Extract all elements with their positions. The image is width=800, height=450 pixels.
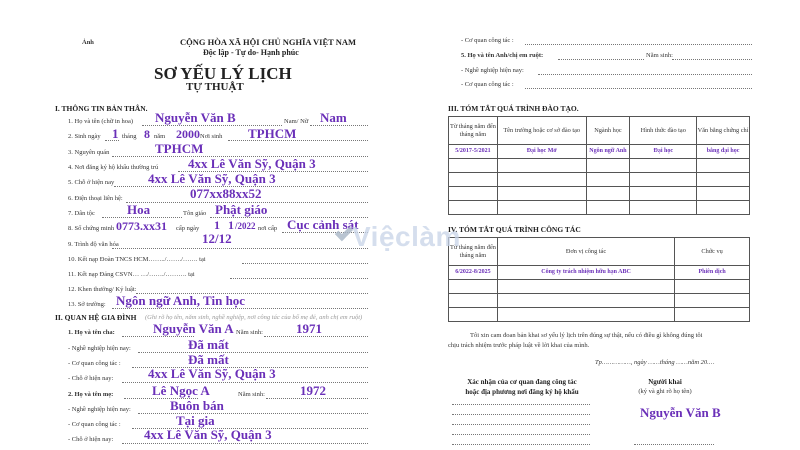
label-party: 11. Kết nạp Đảng CSVN… …/……./………. tại (68, 271, 195, 278)
declarant-title: Người khai (648, 378, 682, 386)
value-phone[interactable]: 077xx88xx52 (190, 186, 262, 201)
declarant-signature-name[interactable]: Nguyễn Văn B (640, 405, 721, 420)
confirm-title-1: Xác nhận của cơ quan đang công tác (467, 378, 577, 386)
nation-title: CỘNG HÒA XÃ HỘI CHỦ NGHĨA VIỆT NAM (180, 37, 357, 47)
cell[interactable] (697, 159, 750, 173)
table-row (449, 201, 750, 215)
label-gender: Nam/ Nữ (284, 118, 309, 125)
value-hometown[interactable]: TPHCM (155, 141, 204, 156)
value-birth-year[interactable]: 2000 (176, 127, 200, 141)
table-row (449, 266, 750, 280)
value-issue-month[interactable]: 1 (228, 218, 234, 232)
cell[interactable] (497, 294, 674, 308)
cell[interactable] (630, 173, 697, 187)
work-table (448, 237, 750, 322)
cell[interactable] (630, 201, 697, 215)
label-father-work: - Cơ quan công tác : (68, 360, 121, 367)
label-youth-union: 10. Kết nạp Đoàn TNCS HCM……../……./……. tại (68, 256, 206, 263)
col-position: Chức vụ (675, 238, 750, 266)
label-issue-date: cấp ngày (176, 225, 200, 232)
label-education-level: 9. Trình độ văn hóa (68, 241, 119, 248)
label-father-job: - Nghề nghiệp hiện nay: (68, 345, 131, 352)
value-issue-day[interactable]: 1 (214, 218, 220, 232)
cell[interactable] (586, 187, 630, 201)
declaration-line-1: Tôi xin cam đoan bản khai sơ yếu lý lịch trên đúng sự thật, nếu có điều gì không đúng tôi (470, 332, 703, 339)
cell[interactable] (449, 187, 498, 201)
page-subtitle: TỰ THUẬT (186, 81, 244, 93)
cell[interactable] (449, 308, 498, 322)
label-issue-place: nơi cấp (258, 225, 278, 232)
value-mother-job[interactable]: Buôn bán (170, 398, 224, 413)
label-year: năm (154, 133, 166, 140)
label-strengths: 13. Sở trường: (68, 301, 106, 308)
value-mother-work[interactable]: Tại gia (176, 413, 215, 428)
label-father-birth: Năm sinh: (236, 329, 263, 336)
col-school: Tên trường hoặc cơ sở đào tạo (497, 117, 586, 145)
cell[interactable] (449, 294, 498, 308)
cell[interactable] (630, 187, 697, 201)
cell[interactable] (586, 173, 630, 187)
watermark-logo: Việclàm (352, 221, 461, 252)
col-work-unit: Đơn vị công tác (497, 238, 674, 266)
table-row (449, 145, 750, 159)
label-mother-address: - Chỗ ở hiện nay: (68, 436, 114, 443)
value-father-address[interactable]: 4xx Lê Văn Sỹ, Quận 3 (148, 366, 276, 381)
value-ethnicity[interactable]: Hoa (127, 202, 151, 217)
label-current-address: 5. Chỗ ở hiện nay (68, 179, 115, 186)
page-title: SƠ YẾU LÝ LỊCH (154, 64, 292, 83)
section-4-heading: IV. TÓM TẮT QUÁ TRÌNH CÔNG TÁC (448, 225, 581, 234)
training-table (448, 116, 750, 215)
col-work-period: Từ tháng năm đến tháng năm (449, 238, 498, 266)
label-father-address: - Chỗ ở hiện nay: (68, 375, 114, 382)
cell[interactable] (586, 159, 630, 173)
cell[interactable] (497, 187, 586, 201)
section-2-note: (Ghi rõ họ tên, năm sinh, nghề nghiệp, nơi công tác của bố mẹ đẻ, anh chị em ruột) (145, 314, 363, 321)
cell[interactable] (497, 201, 586, 215)
table-row (449, 173, 750, 187)
value-permanent-address[interactable]: 4xx Lê Văn Sỹ, Quận 3 (188, 156, 316, 171)
label-birthplace: Nơi sinh (200, 133, 223, 140)
cell[interactable] (449, 201, 498, 215)
label-religion: Tôn giáo (183, 210, 207, 217)
label-birthday: 2. Sinh ngày (68, 133, 101, 140)
label-hometown: 3. Nguyên quán (68, 149, 110, 156)
label-awards: 12. Khen thưởng/ Kỷ luật: (68, 286, 137, 293)
label-sibling-birth: Năm sinh: (646, 52, 673, 59)
confirm-title-2: hoặc địa phương nơi đăng ký hộ khẩu (465, 388, 579, 396)
table-row (449, 187, 750, 201)
cell[interactable] (449, 173, 498, 187)
cell[interactable] (497, 308, 674, 322)
cell[interactable] (630, 159, 697, 173)
cell[interactable] (697, 173, 750, 187)
cell[interactable]: Đại học (630, 145, 697, 159)
label-id-number: 8. Số chứng minh (68, 225, 115, 232)
photo-label: Ảnh (82, 39, 94, 46)
cell[interactable] (675, 294, 750, 308)
value-issue-year[interactable]: /2022 (235, 221, 256, 231)
label-sibling-job: - Nghề nghiệp hiện nay: (461, 67, 524, 74)
label-mother-birth: Năm sinh: (238, 391, 265, 398)
col-training-period: Từ tháng năm đến tháng năm (449, 117, 498, 145)
value-father-birth[interactable]: 1971 (296, 321, 322, 336)
value-education-level[interactable]: 12/12 (202, 231, 232, 246)
value-birth-month[interactable]: 8 (144, 127, 150, 141)
value-father-name[interactable]: Nguyễn Văn A (153, 321, 234, 336)
label-sibling-name: 5. Họ và tên Anh/chị em ruột: (461, 52, 544, 59)
cell[interactable] (586, 201, 630, 215)
cell[interactable]: Phiên dịch (675, 266, 750, 280)
cell[interactable] (449, 280, 498, 294)
value-father-job[interactable]: Đã mất (188, 337, 229, 352)
cell[interactable]: Ngôn ngữ Anh (586, 145, 630, 159)
section-2-heading: II. QUAN HỆ GIA ĐÌNH (55, 313, 137, 322)
col-major: Ngành học (586, 117, 630, 145)
label-fullname: 1. Họ và tên (chữ in hoa) (68, 118, 134, 125)
value-mother-birth[interactable]: 1972 (300, 383, 326, 398)
declarant-sub: (ký và ghi rõ họ tên) (638, 388, 692, 395)
value-birth-day[interactable]: 1 (112, 126, 119, 141)
cell[interactable] (497, 173, 586, 187)
value-gender[interactable]: Nam (320, 110, 347, 125)
cell[interactable] (675, 308, 750, 322)
col-degree: Văn bằng chứng chỉ (697, 117, 750, 145)
cell[interactable] (449, 159, 498, 173)
label-father-name: 1. Họ và tên cha: (68, 329, 115, 336)
cell[interactable] (697, 201, 750, 215)
label-month: tháng (122, 133, 137, 140)
cell[interactable] (697, 187, 750, 201)
value-mother-address[interactable]: 4xx Lê Văn Sỹ, Quận 3 (144, 427, 272, 442)
col-training-form: Hình thức đào tạo (630, 117, 697, 145)
cell[interactable] (675, 280, 750, 294)
value-issue-place[interactable]: Cục cảnh sát (287, 217, 359, 232)
label-permanent-address: 4. Nơi đăng ký hộ khẩu thường trú (68, 164, 159, 171)
motto: Độc lập - Tự do- Hạnh phúc (203, 48, 299, 57)
label-sibling-work: - Cơ quan công tác : (461, 81, 514, 88)
cell[interactable]: bằng đại học (697, 145, 750, 159)
label-ethnicity: 7. Dân tộc (68, 210, 95, 217)
value-birthplace[interactable]: TPHCM (248, 126, 297, 141)
value-strengths[interactable]: Ngôn ngữ Anh, Tin học (116, 293, 246, 308)
value-religion[interactable]: Phật giáo (215, 202, 268, 217)
label-cont-work: - Cơ quan công tác : (461, 37, 514, 44)
table-row (449, 280, 750, 294)
cell[interactable]: 6/2022-8/2025 (449, 266, 498, 280)
cell[interactable] (497, 280, 674, 294)
table-row (449, 308, 750, 322)
cell[interactable] (497, 159, 586, 173)
value-current-address[interactable]: 4xx Lê Văn Sỹ, Quận 3 (148, 171, 276, 186)
label-phone: 6. Điện thoại liên hệ: (68, 195, 123, 202)
label-mother-work: - Cơ quan công tác : (68, 421, 121, 428)
cell[interactable]: Công ty trách nhiệm hữu hạn ABC (497, 266, 674, 280)
date-line: Tp……………, ngày ……tháng ……năm 20.… (595, 359, 715, 366)
label-mother-job: - Nghề nghiệp hiện nay: (68, 406, 131, 413)
label-mother-name: 2. Họ và tên mẹ: (68, 391, 114, 398)
section-3-heading: III. TÓM TẮT QUÁ TRÌNH ĐÀO TẠO. (448, 104, 579, 113)
section-1-heading: I. THÔNG TIN BẢN THÂN. (55, 104, 148, 113)
table-row (449, 294, 750, 308)
cell[interactable]: Đại học Mở (497, 145, 586, 159)
value-mother-name[interactable]: Lê Ngọc A (152, 383, 210, 398)
value-fullname[interactable]: Nguyễn Văn B (155, 110, 236, 125)
table-row (449, 159, 750, 173)
declaration-line-2: chịu trách nhiệm trước pháp luật về lời khai của mình. (448, 342, 590, 349)
cell[interactable]: 5/2017-5/2021 (449, 145, 498, 159)
value-id-number[interactable]: 0773.xx31 (116, 219, 167, 233)
value-father-work[interactable]: Đã mất (188, 352, 229, 367)
